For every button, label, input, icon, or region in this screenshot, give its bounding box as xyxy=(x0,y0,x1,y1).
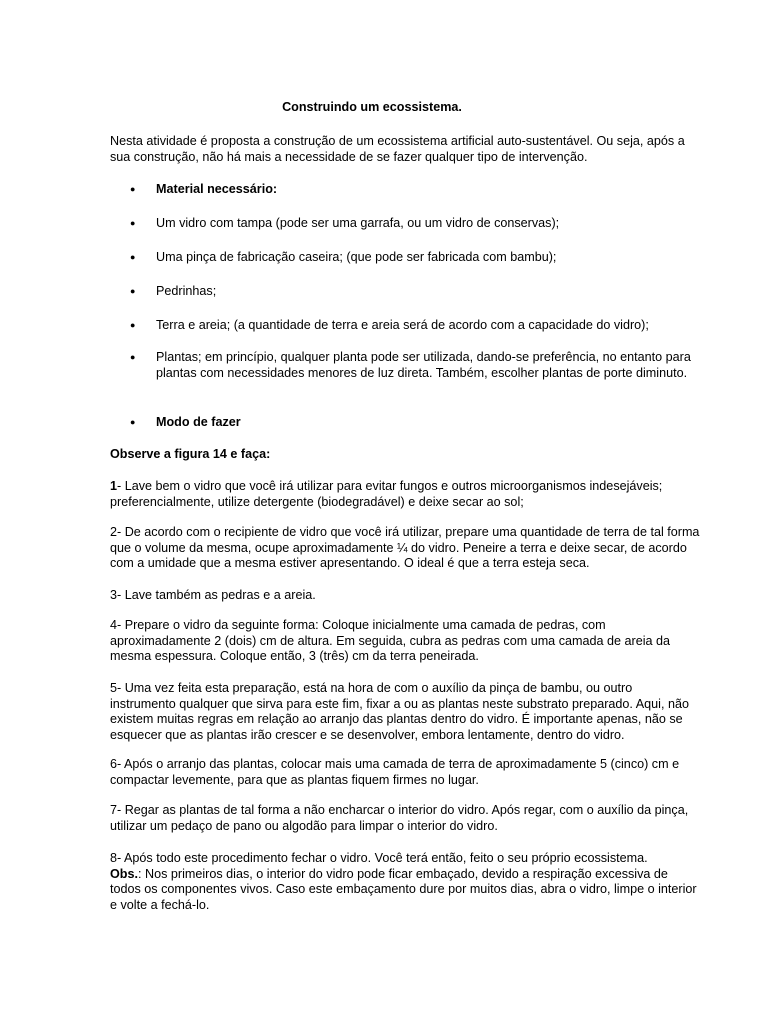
document-title: Construindo um ecossistema. xyxy=(282,100,462,114)
obs-text: : Nos primeiros dias, o interior do vidro pode ficar embaçado, devido a respiração excessiva de todos os componentes vivos. Caso este embaçamento dure por muitos dias, abra o vidro, limpe o interior e volte a fechá-lo. xyxy=(110,866,697,912)
step-1-paragraph xyxy=(110,479,700,510)
step-7-paragraph: 7- Regar as plantas de tal forma a não encharcar o interior do vidro. Após regar, com o auxílio da pinça, utilizar um pedaço de pano ou algodão para limpar o interior do vidro. xyxy=(110,803,689,833)
list-item-text: Uma pinça de fabricação caseira; (que pode ser fabricada com bambu); xyxy=(156,250,557,264)
step-3-paragraph: 3- Lave também as pedras e a areia. xyxy=(110,588,316,602)
step-8-text: 8- Após todo este procedimento fechar o vidro. Você terá então, feito o seu próprio ecossistema. xyxy=(110,851,648,865)
intro-paragraph: Nesta atividade é proposta a construção de um ecossistema artificial auto-sustentável. Ou seja, após a sua construção, não há mais a necessidade de se fazer qualquer tipo de intervenção. xyxy=(110,134,685,164)
step-4-paragraph: 4- Prepare o vidro da seguinte forma: Coloque inicialmente uma camada de pedras, com aproximadamente 2 (dois) cm de altura. Em seguida, cubra as pedras com uma camada de areia da mesma espessura. Coloque então, 3 (três) cm da terra peneirada. xyxy=(110,618,671,663)
step-number: 1 xyxy=(110,479,118,493)
obs-label: Obs. xyxy=(110,866,138,881)
step-2-paragraph: 2- De acordo com o recipiente de vidro que você irá utilizar, prepare uma quantidade de terra de tal forma que o volume da mesma, ocupe aproximadamente ¼ do vidro. Peneire a terra e deixe secar, de acordo com a umidade que a mesma estiver apresentando. O ideal é que a terra esteja seca. xyxy=(110,525,700,570)
bullet-icon: ● xyxy=(130,417,136,427)
section-heading: Observe a figura 14 e faça: xyxy=(110,447,271,461)
bullet-icon: ● xyxy=(130,286,136,296)
bullet-icon: ● xyxy=(130,320,136,330)
list-item-text: Plantas; em princípio, qualquer planta pode ser utilizada, dando-se preferência, no entanto para plantas com necessidades menores de luz direta. Também, escolher plantas de porte diminuto. xyxy=(156,350,691,380)
bullet-icon: ● xyxy=(130,218,136,228)
list-item-text: Material necessário: xyxy=(156,182,278,196)
list-item-text: Terra e areia; (a quantidade de terra e areia será de acordo com a capacidade do vidro); xyxy=(156,318,649,332)
list-item-text: Modo de fazer xyxy=(156,415,241,429)
step-5-paragraph: 5- Uma vez feita esta preparação, está na hora de com o auxílio da pinça de bambu, ou outro instrumento qualquer que sirva para este fim, fixar a ou as plantas neste substrato preparado. Aqui, não existem muitas regras em relação ao arranjo das plantas dentro do vidro. É importante apenas, não se esquecer que as plantas irão crescer e se desenvolver, embora lentamente, dentro do vidro. xyxy=(110,681,689,742)
list-item-text: Pedrinhas; xyxy=(156,284,217,298)
step-8-paragraph xyxy=(110,851,700,913)
obs-note xyxy=(110,867,700,914)
bullet-icon: ● xyxy=(130,184,136,194)
step-6-paragraph: 6- Após o arranjo das plantas, colocar mais uma camada de terra de aproximadamente 5 (cinco) cm e compactar levemente, para que as plantas fiquem firmes no lugar. xyxy=(110,757,680,787)
bullet-icon: ● xyxy=(130,352,136,362)
bullet-icon: ● xyxy=(130,252,136,262)
list-item-text: Um vidro com tampa (pode ser uma garrafa, ou um vidro de conservas); xyxy=(156,216,560,230)
step-text: - Lave bem o vidro que você irá utilizar para evitar fungos e outros microorganismos indesejáveis; preferencialmente, utilize detergente (biodegradável) e deixe secar ao sol; xyxy=(110,479,663,509)
